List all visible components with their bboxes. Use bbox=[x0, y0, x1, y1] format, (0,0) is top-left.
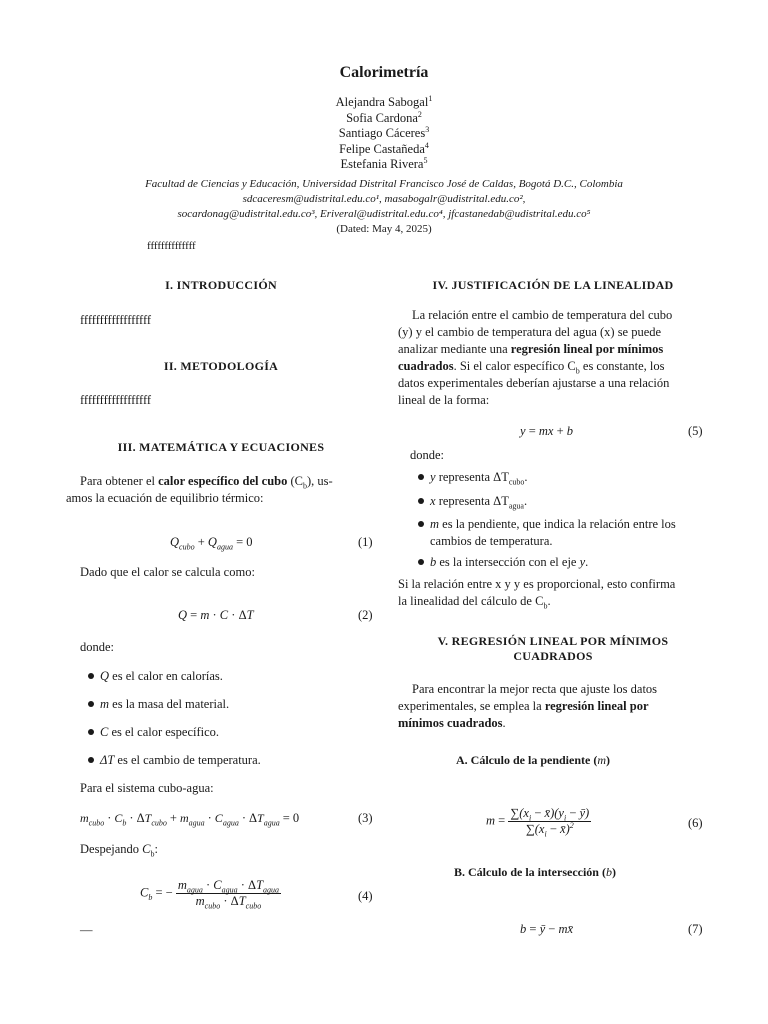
dated: (Dated: May 4, 2025) bbox=[336, 223, 432, 235]
bullet-m-pendiente: m es la pendiente, que indica la relación entre los cambios de temperatura. bbox=[418, 516, 676, 550]
affiliation: Facultad de Ciencias y Educación, Universidad Distrital Francisco José de Caldas, Bogotá D.C., Colombia bbox=[145, 178, 623, 190]
paragraph-sistema: Para el sistema cubo-agua: bbox=[80, 781, 214, 795]
bullet-dot bbox=[88, 701, 94, 707]
section-5-title: V. REGRESIÓN LINEAL POR MÍNIMOS CUADRADOS bbox=[437, 634, 669, 663]
affiliation-block bbox=[0, 177, 768, 237]
equation-2-number: (2) bbox=[358, 608, 373, 622]
author-list bbox=[0, 95, 768, 173]
equation-5: y = mx + b bbox=[520, 424, 574, 438]
bullet-dot bbox=[418, 521, 424, 527]
equation-1: $Q_{cubo} + Q_{agua} = 0$ bbox=[170, 535, 253, 552]
bullet-c: C es el calor específico. bbox=[88, 724, 219, 741]
equation-3: $m_{cubo} \cdot C_b \cdot \Delta T_{cubo} + m_{agua} \cdot C_{agua} \cdot \Delta T_{agua} = 0$ bbox=[80, 811, 300, 828]
equation-4: $C_b$ = − $\frac{m_{agua} \cdot C_{agua} \cdot \Delta T_{agua}}{m_{cubo} \cdot \Delta T_{cubo}}$ bbox=[140, 878, 280, 911]
paragraph-proporcional: Si la relación entre x y y es proporcional, esto confirma la linealidad del cálculo de $C_b$. bbox=[398, 577, 676, 611]
equation-1-number: (1) bbox=[358, 535, 373, 549]
bullet-dot bbox=[88, 757, 94, 763]
section-3-title: III. MATEMÁTICA Y ECUACIONES bbox=[117, 440, 325, 454]
paragraph-calor-especifico: Para obtener el calor específico del cubo $(C_b)$, us- amos la ecuación de equilibrio térmico: bbox=[66, 474, 333, 505]
equation-3-number: (3) bbox=[358, 811, 373, 825]
author-4: Felipe Castañeda$^4$ bbox=[339, 140, 429, 156]
author-2: Sofia Cardona$^2$ bbox=[346, 109, 422, 125]
equation-2: Q = m · C · ΔT bbox=[178, 608, 254, 622]
abstract: ffffffffffffff bbox=[147, 240, 196, 252]
section-4-title: IV. JUSTIFICACIÓN DE LA LINEALIDAD bbox=[432, 278, 674, 292]
paragraph-calor-como: Dado que el calor se calcula como: bbox=[80, 565, 255, 579]
bullet-dot bbox=[88, 673, 94, 679]
bullet-dot bbox=[418, 498, 424, 504]
section-1-title: I. INTRODUCCIÓN bbox=[165, 278, 277, 292]
paragraph-linealidad: La relación entre el cambio de temperatura del cubo (y) y el cambio de temperatura del agua (x) se puede analizar mediante una regresión lineal por mínimos cuadrados. Si el calor específico $C_b$ es constante, los datos experimentales deberían ajustarse a una relación lineal de la forma: bbox=[398, 308, 673, 407]
bullet-dot bbox=[88, 729, 94, 735]
bullet-m: m es la masa del material. bbox=[88, 696, 229, 713]
equation-4-fraction: $\frac{m_{agua} \cdot C_{agua} \cdot \Delta T_{agua}}{m_{cubo} \cdot \Delta T_{cubo}}$ bbox=[177, 878, 280, 911]
equation-6-number: (6) bbox=[688, 816, 703, 830]
subsection-a-title: A. Cálculo de la pendiente (m) bbox=[456, 753, 611, 767]
bullet-x: x representa $\Delta T_{agua}$. bbox=[418, 493, 527, 510]
equation-4-number: (4) bbox=[358, 889, 373, 903]
subsection-b-title: B. Cálculo de la intersección (b) bbox=[454, 865, 616, 879]
author-3: Santiago Cáceres$^3$ bbox=[338, 124, 430, 140]
paragraph-minimos: Para encontrar la mejor recta que ajuste los datos experimentales, se emplea la regresión lineal por mínimos cuadrados. bbox=[398, 682, 658, 730]
bullet-q: Q es el calor en calorías. bbox=[88, 668, 223, 685]
paragraph-despejando: Despejando $C_b$: bbox=[80, 842, 158, 859]
paper-title: Calorimetría bbox=[339, 64, 429, 81]
section-2-body: ffffffffffffffffff bbox=[80, 393, 152, 407]
author-1: Alejandra Sabogal$^1$ bbox=[335, 93, 433, 109]
bullet-y: y representa $\Delta T_{cubo}$. bbox=[418, 469, 528, 486]
equation-7-number: (7) bbox=[688, 922, 703, 936]
bullet-b: b es la intersección con el eje y. bbox=[418, 554, 588, 571]
emails-line-2: socardonag@udistrital.edu.co³, Eriveral@udistrital.edu.co⁴, jfcastanedab@udistrital.edu.co⁵ bbox=[177, 208, 591, 220]
bullet-delta-t: ΔT es el cambio de temperatura. bbox=[88, 752, 261, 769]
bullet-dot bbox=[418, 474, 424, 480]
equation-5-number: (5) bbox=[688, 424, 703, 438]
section-1-body: ffffffffffffffffff bbox=[80, 313, 152, 327]
bullet-dot bbox=[418, 559, 424, 565]
emails-line-1: sdcaceresm@udistrital.edu.co¹, masabogalr@udistrital.edu.co², bbox=[242, 193, 526, 205]
equation-6-fraction: $\frac{\sum(x_i - x̄)(y_i - ȳ)}{\sum(x_i - x̄)^2}$ bbox=[510, 806, 590, 839]
author-5: Estefania Rivera$^5$ bbox=[340, 155, 428, 171]
footer-dash: — bbox=[80, 923, 93, 937]
section-2-title: II. METODOLOGÍA bbox=[163, 359, 279, 373]
donde-label-left: donde: bbox=[80, 640, 115, 654]
bold-calor-especifico: calor específico del cubo bbox=[158, 474, 288, 488]
equation-7: b = ȳ − mx̄ bbox=[520, 922, 574, 936]
equation-6: m = $\frac{\sum(x_i - x̄)(y_i - ȳ)}{\sum(x_i - x̄)^2}$ bbox=[486, 806, 590, 839]
donde-label-right: donde: bbox=[410, 448, 445, 462]
